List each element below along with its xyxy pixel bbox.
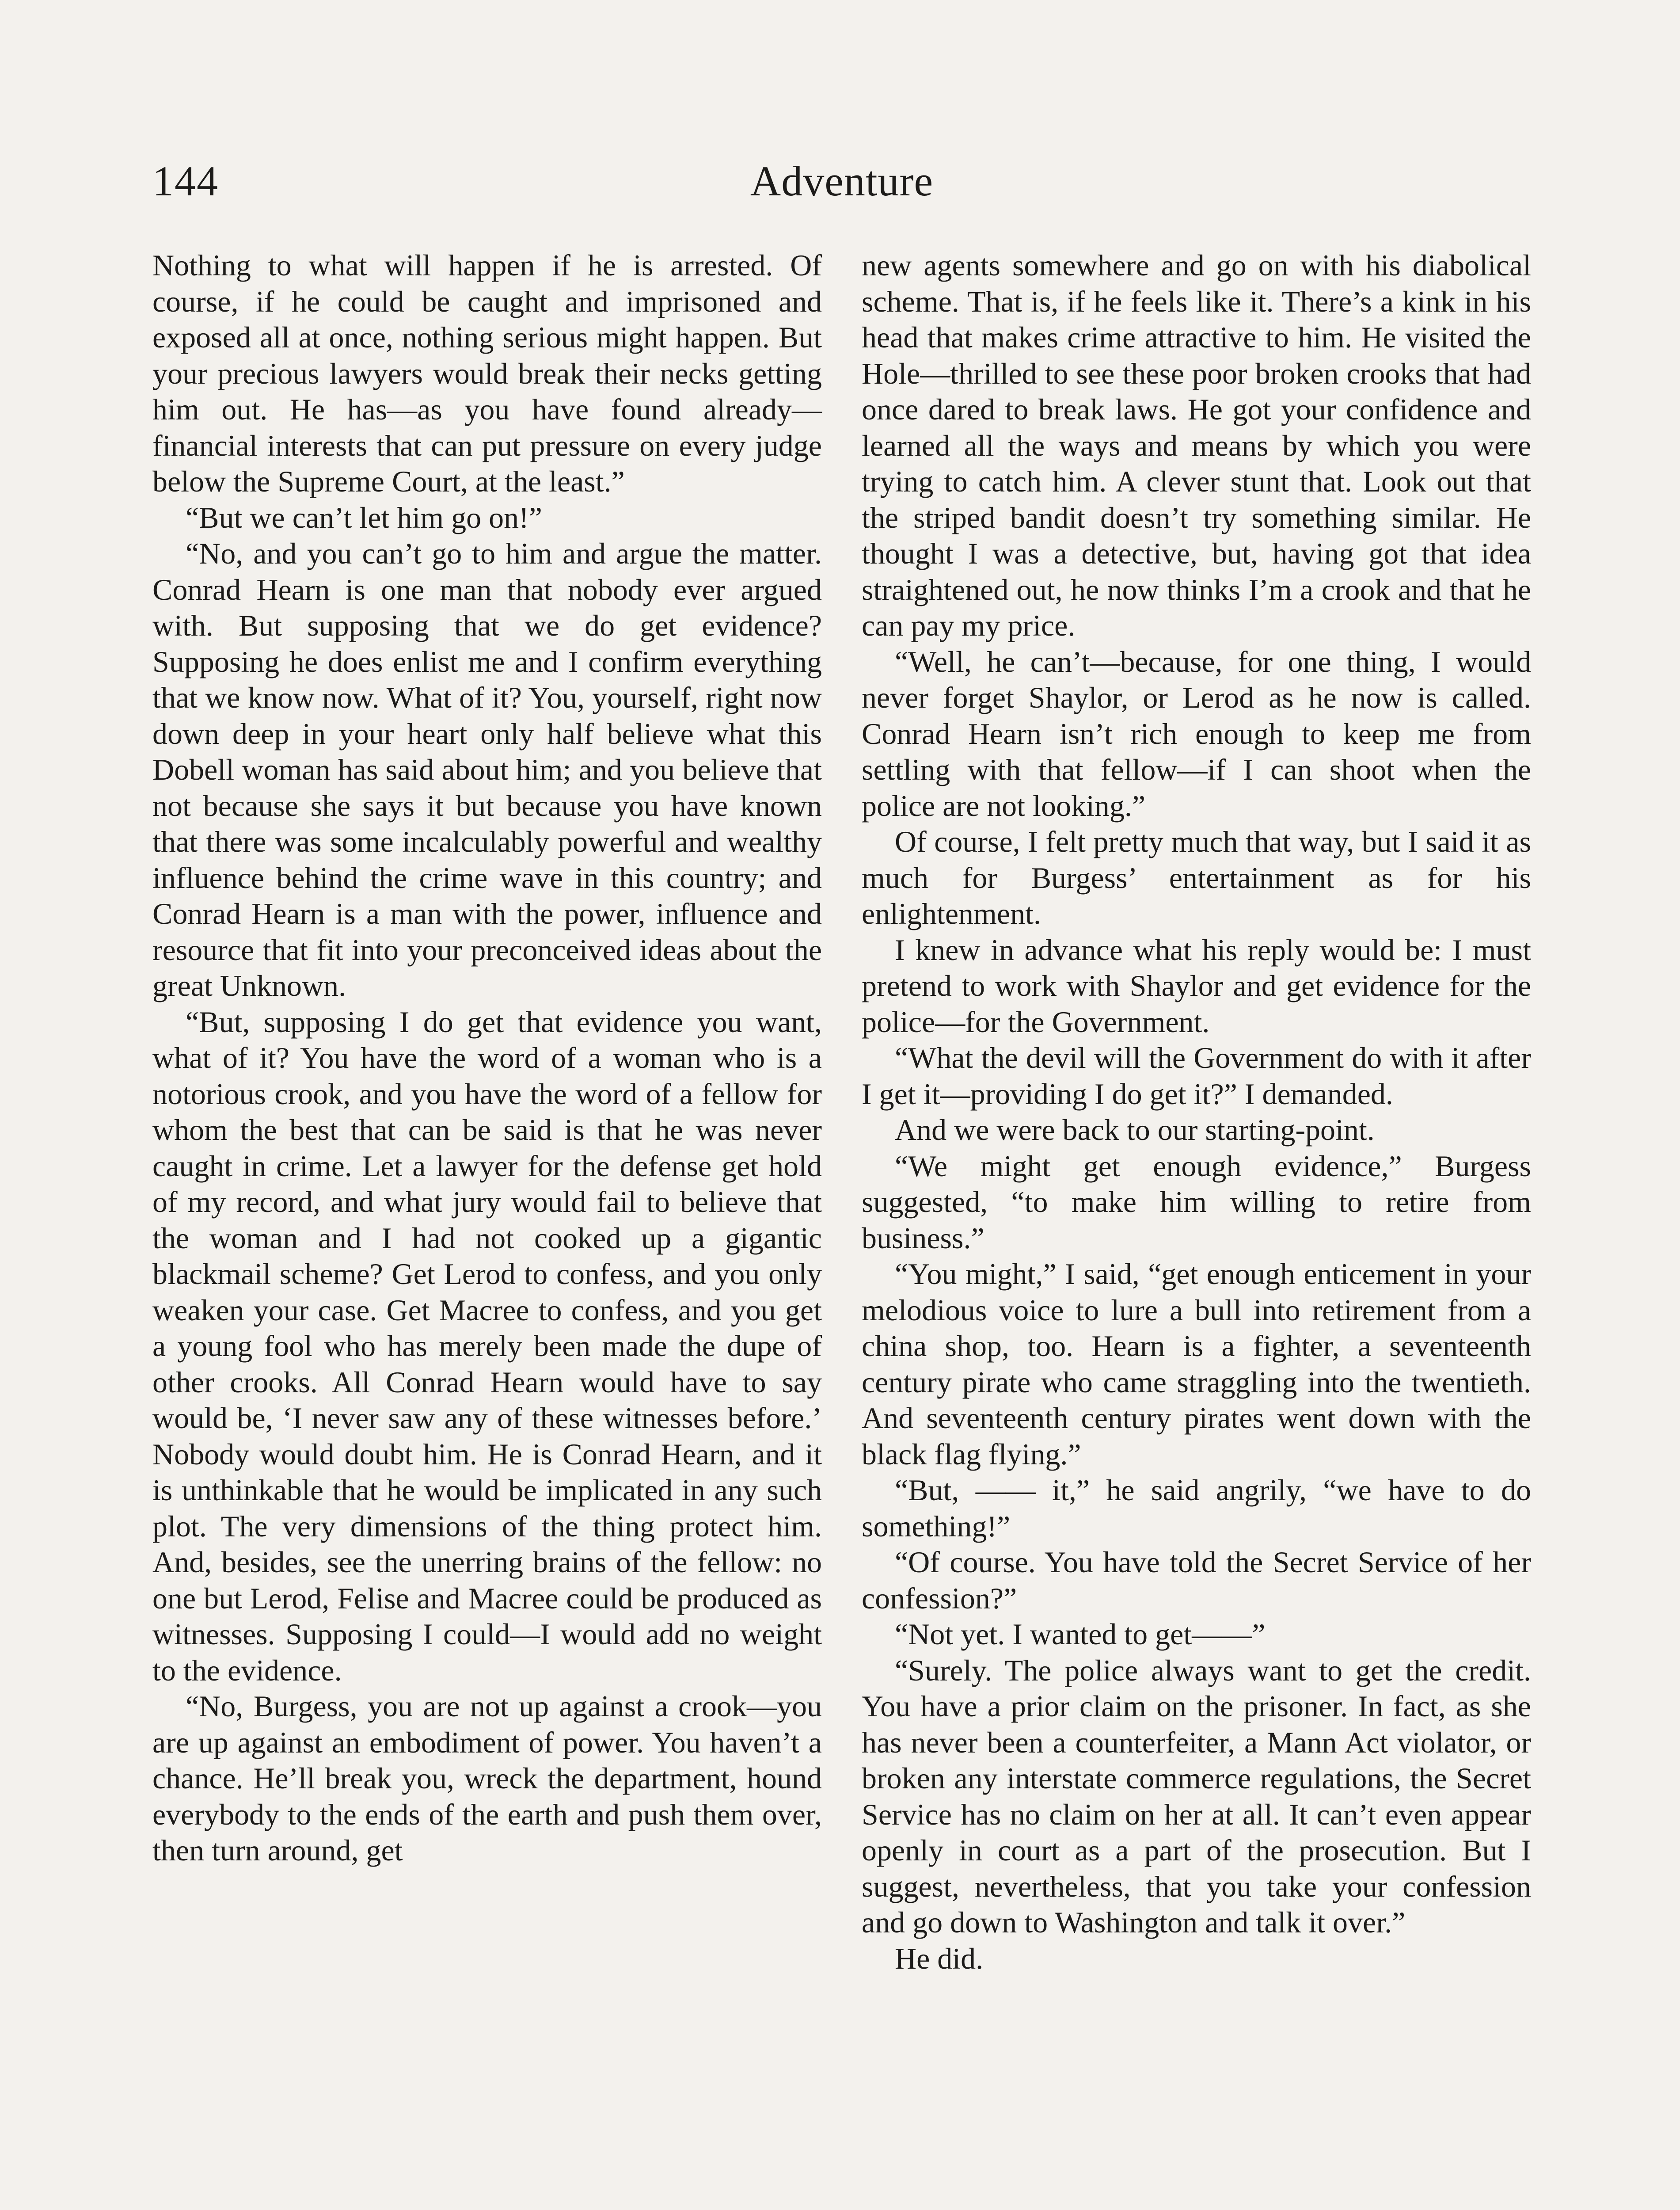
paragraph: “But, —— it,” he said angrily, “we have to do something!” [862,1473,1531,1543]
paragraph: “But, supposing I do get that evidence you want, what of it? You have the word of a woman who is a notorious crook, and you have the word of a fellow for whom the best that can be said is that he was never caught in crime. Let a lawyer for the defense get hold of my record, and what jury would fail to believe that the woman and I had not cooked up a gigantic blackmail scheme? Get Lerod to confess, and you only weaken your case. Get Macree to confess, and you get a young fool who has merely been made the dupe of other crooks. All Conrad Hearn would have to say would be, ‘I never saw any of these witnesses before.’ Nobody would doubt him. He is Conrad Hearn, and it is unthinkable that he would be implicated in any such plot. The very dimensions of the thing protect him. And, besides, see the unerring brains of the fellow: no one but Lerod, Felise and Macree could be produced as witnesses. Supposing I could—I would add no weight to the evidence. [152,1005,822,1687]
paragraph: Nothing to what will happen if he is arrested. Of course, if he could be caught and imprisoned and exposed all at once, nothing serious might happen. But your precious lawyers would break their necks getting him out. He has—as you have found already—financial interests that can put pressure on every judge below the Supreme Court, at the least.” [152,248,822,498]
paragraph: new agents somewhere and go on with his diabolical scheme. That is, if he feels like it. There’s a kink in his head that makes crime attractive to him. He visited the Hole—thrilled to see these poor broken crooks that had once dared to break laws. He got your confidence and learned all the ways and means by which you were trying to catch him. A clever stunt that. Look out that the striped bandit doesn’t try something similar. He thought I was a detective, but, having got that idea straightened out, he now thinks I’m a crook and that he can pay my price. [862,248,1531,642]
paragraph: “No, Burgess, you are not up against a crook—you are up against an embodiment of power. You haven’t a chance. He’ll break you, wreck the department, hound everybody to the ends of the earth and push them over, then turn around, get [152,1689,822,1867]
paragraph: I knew in advance what his reply would be: I must pretend to work with Shaylor and get evidence for the police—for the Government. [862,933,1531,1039]
paragraph: “No, and you can’t go to him and argue the matter. Conrad Hearn is one man that nobody ever argued with. But supposing that we do get evidence? Supposing he does enlist me and I confirm everything that we know now. What of it? You, yourself, right now down deep in your heart only half believe what this Dobell woman has said about him; and you believe that not because she says it but because you have known that there was some incalculably powerful and wealthy influence behind the crime wave in this country; and Conrad Hearn is a man with the power, influence and resource that fit into your preconceived ideas about the great Unknown. [152,537,822,1002]
paragraph: “Well, he can’t—because, for one thing, I would never forget Shaylor, or Lerod as he now is called. Conrad Hearn isn’t rich enough to keep me from settling with that fellow—if I can shoot when the police are not looking.” [862,644,1531,823]
paragraph: “Of course. You have told the Secret Service of her confession?” [862,1545,1531,1615]
paragraph: “What the devil will the Government do with it after I get it—providing I do get it?” I demanded. [862,1041,1531,1111]
page-number: 144 [152,157,219,205]
left-column [152,248,822,1869]
running-title: Adventure [750,157,934,205]
paragraph: “You might,” I said, “get enough enticement in your melodious voice to lure a bull into retirement from a china shop, too. Hearn is a fighter, a seventeenth century pirate who came straggling into the twentieth. And seventeenth century pirates went down with the black flag flying.” [862,1257,1531,1471]
paragraph: “Surely. The police always want to get the credit. You have a prior claim on the prisoner. In fact, as she has never been a counterfeiter, a Mann Act violator, or broken any interstate commerce regulations, the Secret Service has no claim on her at all. It can’t even appear openly in court as a part of the prosecution. But I suggest, nevertheless, that you take your confession and go down to Washington and talk it over.” [862,1653,1531,1939]
paragraph: Of course, I felt pretty much that way, but I said it as much for Burgess’ entertainment as for his enlightenment. [862,825,1531,930]
paragraph: “Not yet. I wanted to get——” [895,1617,1266,1651]
right-column [862,248,1531,1977]
paragraph: And we were back to our starting-point. [895,1113,1375,1147]
page-header [152,150,1531,212]
paragraph: He did. [895,1941,984,1975]
paragraph: “We might get enough evidence,” Burgess suggested, “to make him willing to retire from business.” [862,1149,1531,1255]
paragraph: “But we can’t let him go on!” [186,500,542,534]
